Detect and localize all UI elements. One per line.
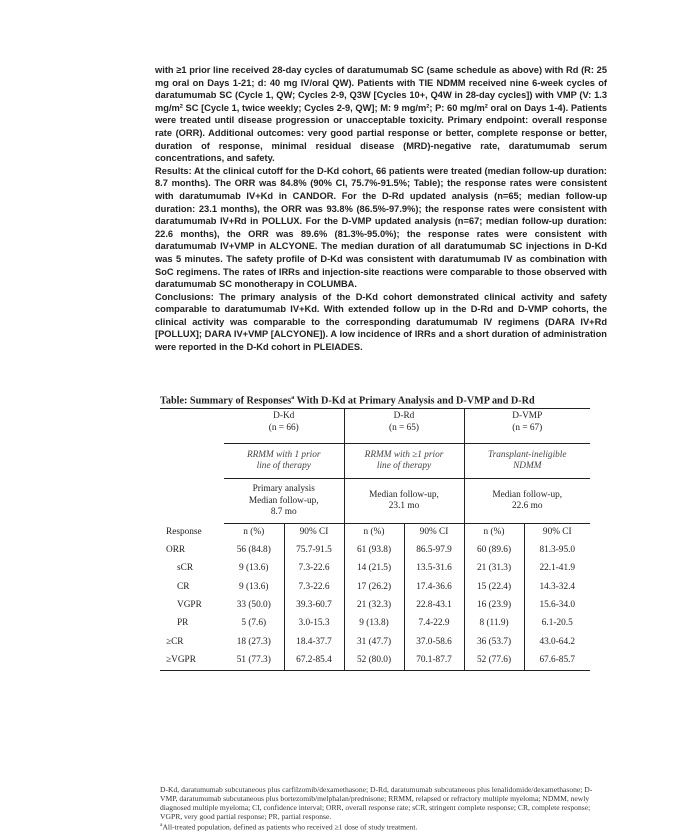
response-label: sCR bbox=[177, 563, 194, 574]
cohort-followup bbox=[344, 479, 464, 524]
cohort-n: (n = 65) bbox=[344, 423, 464, 444]
followup-line: 22.6 mo bbox=[512, 501, 543, 512]
abbreviations-note: D-Kd, daratumumab subcutaneous plus carfilzomib/dexamethasone; D-Rd, daratumumab subcutaneous plus lenalidomide/dexamethasone; D-VMP, daratumumab subcutaneous plus bortezomib/melphalan/prednisone; RRMM, relapsed or refractory multiple myeloma; NDMM, newly diagnosed multiple myeloma; CI, confidence interval; ORR, overall response rate; sCR, stringent complete response; CR, complete response; VGPR, very good partial response; PR, partial response. bbox=[160, 785, 593, 822]
cohort-followup bbox=[224, 479, 344, 524]
population-line: RRMM with ≥1 prior bbox=[364, 449, 444, 460]
response-label: CR bbox=[177, 581, 190, 592]
table-cell: 14 (21.5) bbox=[344, 560, 404, 578]
table-cell: 7.4-22.9 bbox=[404, 615, 464, 633]
response-table-container bbox=[160, 392, 590, 671]
column-header-n: n (%) bbox=[464, 524, 524, 542]
table-cell: 70.1-87.7 bbox=[404, 652, 464, 671]
results-paragraph bbox=[155, 165, 607, 291]
table-body bbox=[160, 541, 590, 670]
table-row bbox=[160, 633, 590, 651]
table-footnote bbox=[160, 785, 598, 832]
table-cell: 13.5-31.6 bbox=[404, 560, 464, 578]
table-cell: 9 (13.6) bbox=[239, 563, 269, 574]
conclusions-paragraph bbox=[155, 291, 607, 354]
column-header-response: Response bbox=[166, 526, 202, 537]
table-cell: 15 (22.4) bbox=[464, 578, 524, 596]
response-table bbox=[160, 409, 590, 671]
table-cell: 39.3-60.7 bbox=[284, 597, 344, 615]
response-label: PR bbox=[177, 618, 189, 629]
cohort-name: D-Kd bbox=[273, 410, 295, 421]
table-cell: 9 (13.8) bbox=[344, 615, 404, 633]
column-header-n: n (%) bbox=[224, 524, 284, 542]
cohort-name: D-VMP bbox=[464, 409, 590, 423]
table-cell: 75.7-91.5 bbox=[284, 541, 344, 559]
results-body: At the clinical cutoff for the D-Kd cohort, 66 patients were treated (median follow-up duration: 8.7 months). The ORR was 84.8% (90% CI, 75.7%-91.5%; Table); the response rates were consistent with daratumumab IV+Kd in CANDOR. For the D-Rd updated analysis (n=65; median follow-up duration: 23.1 months), the ORR was 93.8% (86.5%-97.9%); the response rates were consistent with daratumumab IV+Rd in POLLUX. For the D-VMP updated analysis (n=67; median follow-up duration: 22.6 months), the ORR was 89.6% (81.3%-95.0%); the response rates were consistent with daratumumab IV+VMP in ALCYONE. The median duration of all daratumumab SC injections in D-Kd was 5 minutes. The safety profile of D-Kd was consistent with daratumumab IV as combination with SoC regimens. The rates of IRRs and injection-site reactions were comparable to those observed with daratumumab SC monotherapy in COLUMBA. bbox=[155, 165, 607, 290]
footnote-text: All-treated population, defined as patients who received ≥1 dose of study treatment. bbox=[162, 822, 418, 832]
cohort-population bbox=[344, 444, 464, 479]
population-line: NDMM bbox=[513, 461, 542, 472]
table-cell: 15.6-34.0 bbox=[524, 597, 590, 615]
table-cell: 16 (23.9) bbox=[464, 597, 524, 615]
conclusions-heading: Conclusions: bbox=[155, 291, 214, 302]
cohort-n: (n = 67) bbox=[464, 423, 590, 444]
followup-line: Primary analysis bbox=[252, 484, 315, 494]
abstract-text bbox=[155, 64, 607, 354]
column-header-n: n (%) bbox=[344, 524, 404, 542]
table-cell: 81.3-95.0 bbox=[524, 541, 590, 559]
table-cell: 5 (7.6) bbox=[241, 618, 267, 629]
table-cell: 7.3-22.6 bbox=[284, 560, 344, 578]
response-label: VGPR bbox=[177, 599, 202, 610]
table-cell: 86.5-97.9 bbox=[404, 541, 464, 559]
table-cell: 56 (84.8) bbox=[236, 544, 271, 555]
cohort-population bbox=[464, 444, 590, 479]
population-line: line of therapy bbox=[256, 461, 311, 472]
followup-line: Median follow-up, bbox=[369, 489, 439, 500]
table-cell: 3.0-15.3 bbox=[284, 615, 344, 633]
followup-line: 23.1 mo bbox=[388, 501, 420, 512]
followup-line: Median follow-up, bbox=[492, 489, 563, 500]
table-cell: 9 (13.6) bbox=[239, 581, 269, 592]
table-cell: 18.4-37.7 bbox=[284, 633, 344, 651]
table-cell: 37.0-58.6 bbox=[404, 633, 464, 651]
table-title-rest: With D-Kd at Primary Analysis and D-VMP and D-Rd bbox=[294, 395, 535, 407]
table-row bbox=[160, 615, 590, 633]
table-cell: 33 (50.0) bbox=[236, 599, 271, 610]
table-cell: 17.4-36.6 bbox=[404, 578, 464, 596]
population-line: Transplant-ineligible bbox=[488, 449, 567, 460]
table-cell: 51 (77.3) bbox=[224, 652, 284, 671]
cohort-name: D-Rd bbox=[344, 409, 464, 423]
results-heading: Results: bbox=[155, 165, 192, 176]
followup-line: 8.7 mo bbox=[270, 507, 297, 518]
population-line: RRMM with 1 prior bbox=[246, 449, 321, 460]
table-cell: 43.0-64.2 bbox=[524, 633, 590, 651]
table-row bbox=[160, 652, 590, 671]
population-note bbox=[160, 821, 598, 832]
table-row bbox=[160, 597, 590, 615]
table-title bbox=[160, 392, 590, 409]
table-row bbox=[160, 541, 590, 559]
table-cell: 21 (31.3) bbox=[464, 560, 524, 578]
cohort-population bbox=[224, 444, 344, 479]
conclusions-body: The primary analysis of the D-Kd cohort demonstrated clinical activity and safety comparable to daratumumab IV+Kd. With extended follow up in the D-Rd and D-VMP cohorts, the clinical activity was comparable to the corresponding daratumumab IV regimens (DARA IV+Rd [POLLUX]; DARA IV+VMP [ALCYONE]). A low incidence of IRRs and a short duration of administration were reported in the D-Kd cohort in PLEIADES. bbox=[155, 291, 607, 353]
table-cell: 22.1-41.9 bbox=[524, 560, 590, 578]
table-cell: 52 (80.0) bbox=[344, 652, 404, 671]
table-cell: 67.6-85.7 bbox=[524, 652, 590, 671]
population-line: line of therapy bbox=[376, 461, 432, 472]
table-row bbox=[160, 560, 590, 578]
response-label: ≥VGPR bbox=[160, 652, 224, 671]
table-cell: 52 (77.6) bbox=[464, 652, 524, 671]
table-cell: 36 (53.7) bbox=[464, 633, 524, 651]
table-cell: 60 (89.6) bbox=[464, 541, 524, 559]
table-cell: 61 (93.8) bbox=[344, 541, 404, 559]
table-cell: 17 (26.2) bbox=[344, 578, 404, 596]
table-cell: 6.1-20.5 bbox=[524, 615, 590, 633]
table-cell: 8 (11.9) bbox=[464, 615, 524, 633]
column-header-ci: 90% CI bbox=[284, 524, 344, 542]
table-cell: 7.3-22.6 bbox=[284, 578, 344, 596]
response-label: ≥CR bbox=[166, 636, 184, 647]
cohort-n: (n = 66) bbox=[268, 423, 299, 434]
table-cell: 67.2-85.4 bbox=[284, 652, 344, 671]
table-cell: 22.8-43.1 bbox=[404, 597, 464, 615]
table-cell: 31 (47.7) bbox=[344, 633, 404, 651]
table-title-main: Table: Summary of Responses bbox=[160, 395, 292, 407]
table-cell: 18 (27.3) bbox=[236, 636, 271, 647]
column-header-ci: 90% CI bbox=[404, 524, 464, 542]
methods-paragraph: with ≥1 prior line received 28-day cycles of daratumumab SC (same schedule as above) with Rd (R: 25 mg oral on Days 1-21; d: 40 mg IV/oral QW). Patients with TIE NDMM received nine 6-week cycles of daratumumab SC (Cycle 1, QW; Cycles 2-9, Q3W [Cycles 10+, Q4W in 28-day cycles]) with VMP (V: 1.3 mg/m² SC [Cycle 1, twice weekly; Cycles 2-9, QW]; M: 9 mg/m²; P: 60 mg/m² oral on Days 1-4). Patients were treated until disease progression or unacceptable toxicity. Primary endpoint: overall response rate (ORR). Additional outcomes: very good partial response or better, complete response or better, duration of response, minimal residual disease (MRD)-negative rate, daratumumab serum concentrations, and safety. bbox=[155, 65, 607, 164]
footnote-marker: a bbox=[160, 822, 163, 829]
followup-line: Median follow-up, bbox=[248, 495, 319, 506]
table-row bbox=[160, 578, 590, 596]
table-title-superscript: a bbox=[291, 395, 295, 401]
cohort-followup bbox=[464, 479, 590, 524]
response-label: ORR bbox=[166, 544, 186, 555]
table-cell: 14.3-32.4 bbox=[524, 578, 590, 596]
table-cell: 21 (32.3) bbox=[344, 597, 404, 615]
column-header-ci: 90% CI bbox=[524, 524, 590, 542]
